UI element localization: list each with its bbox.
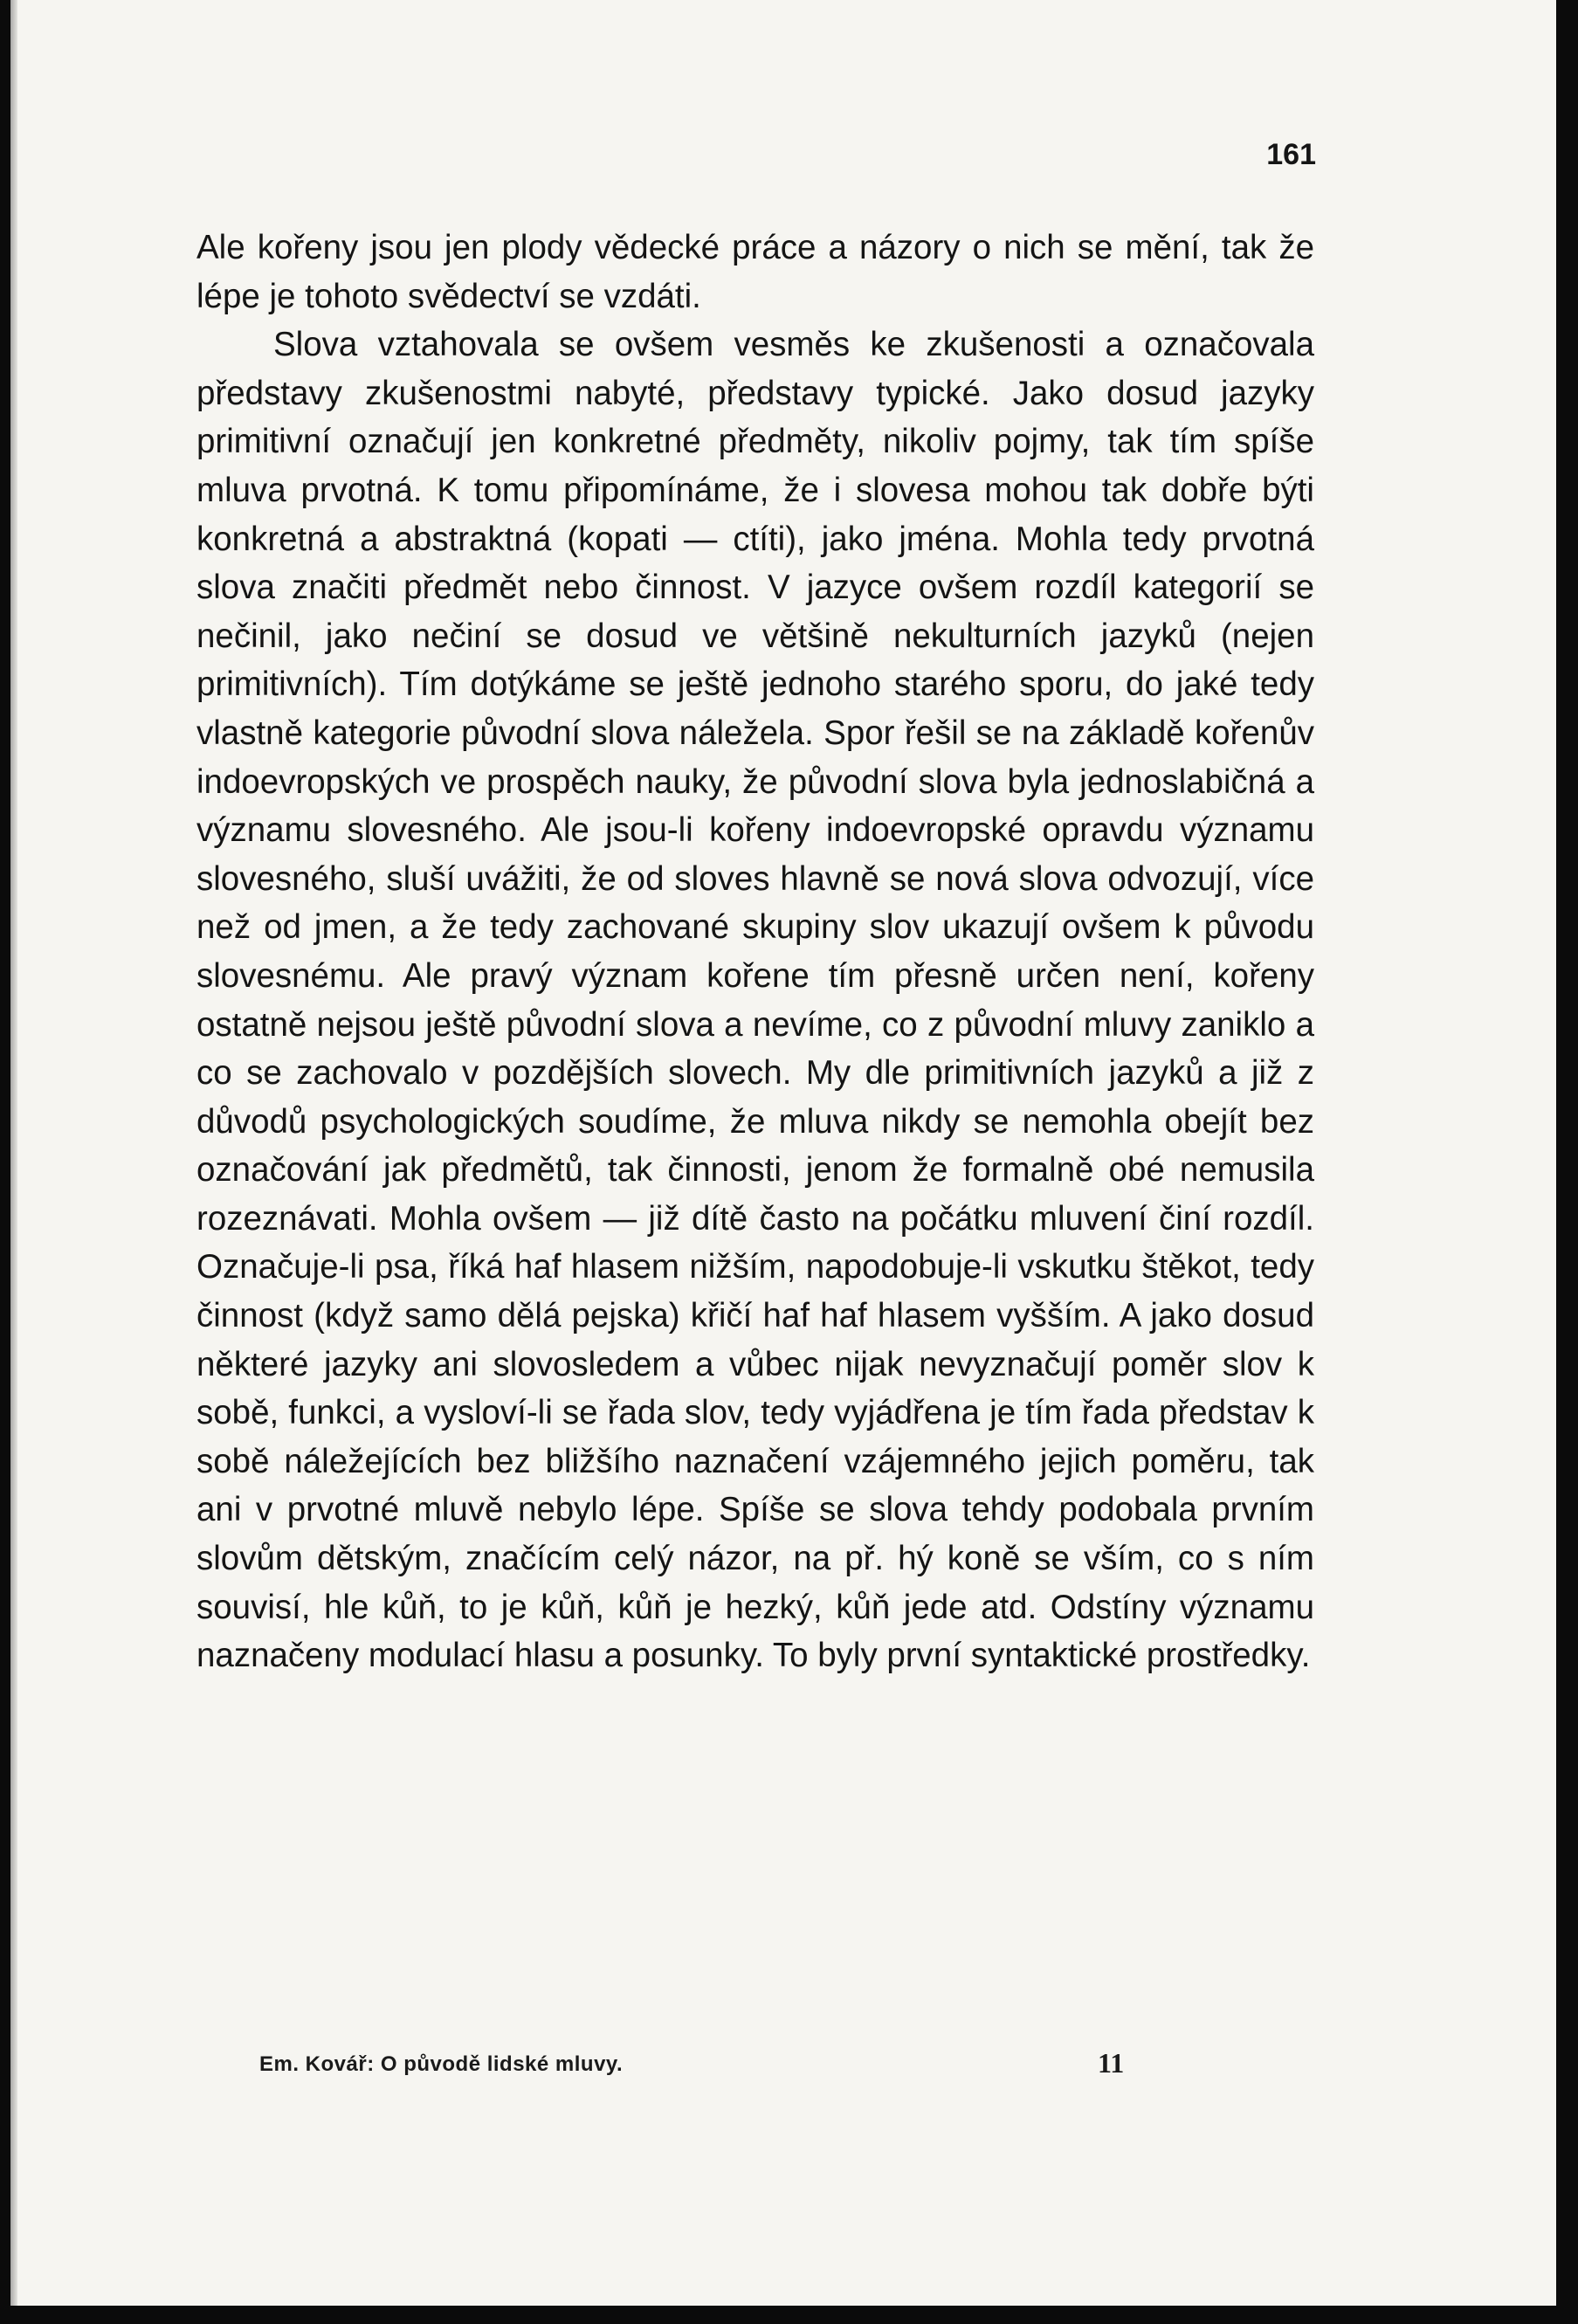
signature-mark: 11 (1098, 2047, 1125, 2079)
paragraph-2: Slova vztahovala se ovšem vesměs ke zkušenosti a označovala představy zkušenostmi nabyté, představy typické. Jako dosud jazyky primitivní označují jen konkretné předměty, nikoliv pojmy, tak tím spíše mluva prvotná. K tomu připomínáme, že i slovesa mohou tak dobře býti konkretná a abstraktná (kopati — ctíti), jako jména. Mohla tedy prvotná slova značiti předmět nebo činnost. V jazyce ovšem rozdíl kategorií se nečinil, jako nečiní se dosud ve většině nekulturních jazyků (nejen primitivních). Tím dotýkáme se ještě jednoho starého sporu, do jaké tedy vlastně kategorie původní slova náležela. Spor řešil se na základě kořenův indoevropských ve prospěch nauky, že původní slova byla jednoslabičná a významu slovesného. Ale jsou-li kořeny indoevropské opravdu významu slovesného, sluší uvážiti, že od sloves hlavně se nová slova odvozují, více než od jmen, a že tedy zachované skupiny slov ukazují ovšem k původu slovesnému. Ale pravý význam kořene tím přesně určen není, kořeny ostatně nejsou ještě původní slova a nevíme, co z původní mluvy zaniklo a co se zachovalo v pozdějších slovech. My dle primitivních jazyků a již z důvodů psychologických soudíme, že mluva nikdy se nemohla obejít bez označování jak předmětů, tak činnosti, jenom že formalně obé nemusila rozeznávati. Mohla ovšem — již dítě často na počátku mluvení činí rozdíl. Označuje-li psa, říká haf hlasem nižším, napodobuje-li vskutku štěkot, tedy činnost (když samo dělá pejska) křičí haf haf hlasem vyšším. A jako dosud některé jazyky ani slovosledem a vůbec nijak nevyznačují poměr slov k sobě, funkci, a vysloví-li se řada slov, tedy vyjádřena je tím řada představ k sobě náležejících bez bližšího naznačení vzájemného jejich poměru, tak ani v prvotné mluvě nebylo lépe. Spíše se slova tehdy podobala prvním slovům dětským, značícím celý názor, na př. hý koně se vším, co s ním souvisí, hle kůň, to je kůň, kůň je hezký, kůň jede atd. Odstíny významu naznačeny modulací hlasu a posunky. To byly první syntaktické prostředky. (196, 326, 1314, 1675)
running-title: Em. Kovář: O původě lidské mluvy. (259, 2052, 624, 2076)
paragraph-1: Ale kořeny jsou jen plody vědecké práce a názory o nich se mění, tak že lépe je tohoto svědectví se vzdáti. (196, 229, 1314, 315)
book-page (10, 0, 1556, 2306)
page-number: 161 (1266, 138, 1316, 171)
body-text (196, 224, 1314, 1680)
